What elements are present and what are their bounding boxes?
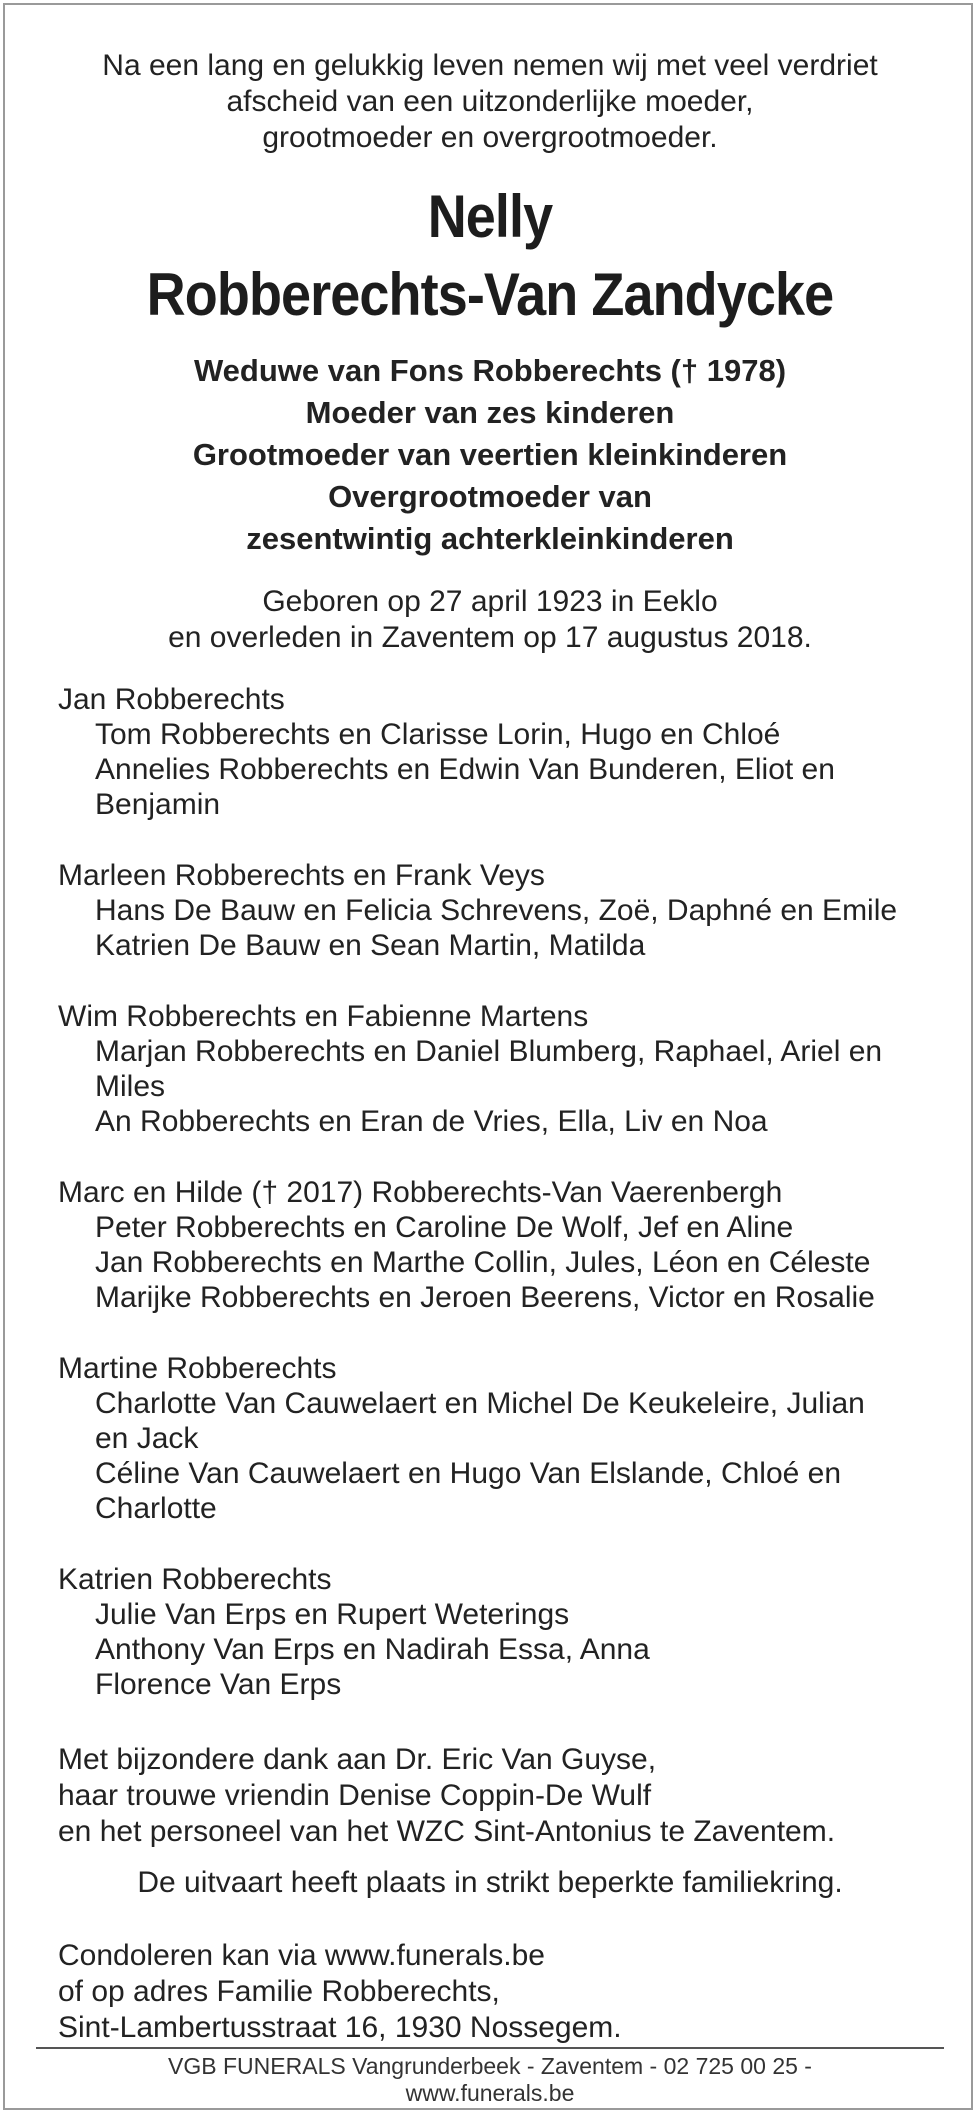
family-member: Jan Robberechts en Marthe Collin, Jules, Léon en Céleste bbox=[95, 1246, 871, 1279]
dates-block bbox=[0, 584, 980, 656]
family-member: Miles bbox=[95, 1070, 166, 1103]
family-head: Jan Robberechts bbox=[58, 683, 285, 716]
condolences-line: of op adres Familie Robberechts, bbox=[58, 1975, 500, 2008]
family-member: Marijke Robberechts en Jeroen Beerens, Victor en Rosalie bbox=[95, 1281, 875, 1314]
family-member: Charlotte Van Cauwelaert en Michel De Keukeleire, Julian bbox=[95, 1387, 865, 1420]
family-head: Marc en Hilde († 2017) Robberechts-Van Vaerenbergh bbox=[58, 1176, 783, 1209]
family-member: Annelies Robberechts en Edwin Van Bunderen, Eliot en bbox=[95, 753, 835, 786]
family-group bbox=[58, 999, 938, 1139]
family-group bbox=[58, 1562, 938, 1702]
family-member: Anthony Van Erps en Nadirah Essa, Anna bbox=[95, 1633, 650, 1666]
thanks-line: en het personeel van het WZC Sint-Antonius te Zaventem. bbox=[58, 1815, 836, 1848]
footer bbox=[0, 2053, 980, 2107]
family-member: Peter Robberechts en Caroline De Wolf, Jef en Aline bbox=[95, 1211, 794, 1244]
family-member: Charlotte bbox=[95, 1492, 217, 1525]
intro-line: Na een lang en gelukkig leven nemen wij met veel verdriet bbox=[102, 49, 878, 82]
family-head: Wim Robberechts en Fabienne Martens bbox=[58, 1000, 589, 1033]
relation-line: Grootmoeder van veertien kleinkinderen bbox=[192, 437, 788, 472]
condolences-block bbox=[58, 1938, 938, 2046]
family-member: Benjamin bbox=[95, 788, 221, 821]
thanks-line: haar trouwe vriendin Denise Coppin-De Wulf bbox=[58, 1779, 652, 1812]
deceased-first-name: Nelly bbox=[427, 183, 553, 250]
thanks-line: Met bijzondere dank aan Dr. Eric Van Guyse, bbox=[58, 1743, 657, 1776]
death-line: en overleden in Zaventem op 17 augustus 2018. bbox=[168, 621, 812, 654]
footer-line: VGB FUNERALS Vangrunderbeek - Zaventem - 02 725 00 25 - bbox=[168, 2053, 812, 2079]
condolences-line: Condoleren kan via www.funerals.be bbox=[58, 1939, 545, 1972]
relation-line: zesentwintig achterkleinkinderen bbox=[246, 521, 734, 556]
deceased-family-name: Robberechts-Van Zandycke bbox=[146, 261, 834, 328]
family-head: Martine Robberechts bbox=[58, 1352, 337, 1385]
ceremony-note: De uitvaart heeft plaats in strikt beperkte familiekring. bbox=[137, 1866, 843, 1899]
relation-line: Moeder van zes kinderen bbox=[305, 395, 675, 430]
intro-line: grootmoeder en overgrootmoeder. bbox=[262, 121, 718, 154]
family-group bbox=[58, 1351, 938, 1526]
family-member: en Jack bbox=[95, 1422, 199, 1455]
deceased-name bbox=[49, 178, 931, 334]
family-group bbox=[58, 858, 938, 963]
condolences-line: Sint-Lambertusstraat 16, 1930 Nossegem. bbox=[58, 2011, 622, 2044]
relation-line: Overgrootmoeder van bbox=[328, 479, 652, 514]
thanks-block bbox=[58, 1742, 938, 1850]
family-member: Julie Van Erps en Rupert Weterings bbox=[95, 1598, 570, 1631]
intro-line: afscheid van een uitzonderlijke moeder, bbox=[226, 85, 754, 118]
family-member: Hans De Bauw en Felicia Schrevens, Zoë, Daphné en Emile bbox=[95, 894, 898, 927]
family-group bbox=[58, 1175, 938, 1315]
family-member: Céline Van Cauwelaert en Hugo Van Elslande, Chloé en bbox=[95, 1457, 842, 1490]
family-head: Katrien Robberechts bbox=[58, 1563, 332, 1596]
intro-text bbox=[0, 48, 980, 156]
family-member: Florence Van Erps bbox=[95, 1668, 342, 1701]
family-list bbox=[58, 682, 938, 1738]
footer-link[interactable]: www.funerals.be bbox=[405, 2080, 575, 2106]
relations-block bbox=[0, 350, 980, 560]
family-member: Tom Robberechts en Clarisse Lorin, Hugo en Chloé bbox=[95, 718, 781, 751]
family-group bbox=[58, 682, 938, 822]
birth-line: Geboren op 27 april 1923 in Eeklo bbox=[262, 585, 718, 618]
family-member: Katrien De Bauw en Sean Martin, Matilda bbox=[95, 929, 646, 962]
relation-line: Weduwe van Fons Robberechts († 1978) bbox=[193, 353, 787, 388]
family-head: Marleen Robberechts en Frank Veys bbox=[58, 859, 545, 892]
family-member: Marjan Robberechts en Daniel Blumberg, Raphael, Ariel en bbox=[95, 1035, 883, 1068]
footer-divider bbox=[36, 2047, 944, 2049]
family-member: An Robberechts en Eran de Vries, Ella, Liv en Noa bbox=[95, 1105, 768, 1138]
